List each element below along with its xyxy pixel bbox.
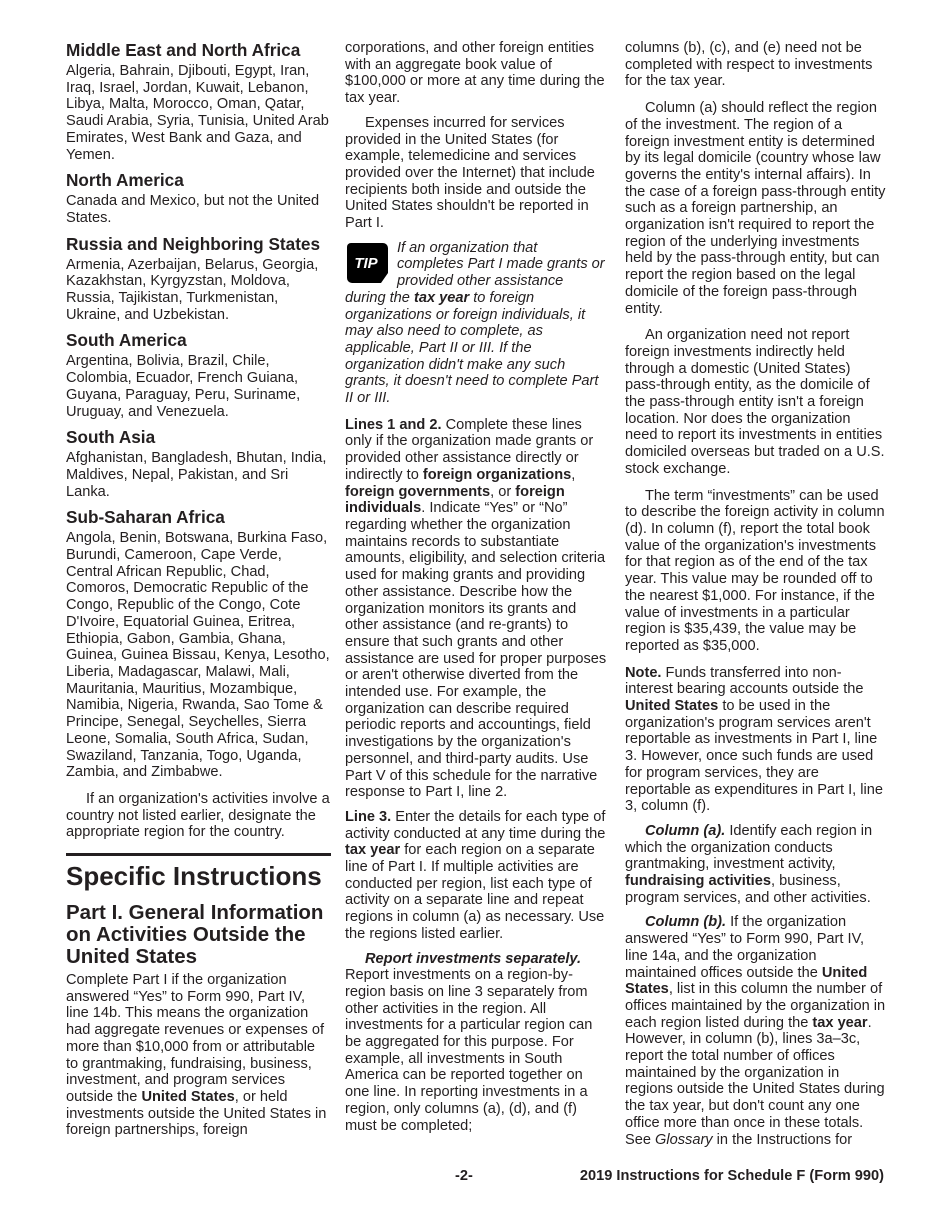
glossary-term: United States <box>141 1088 235 1105</box>
region-block <box>66 234 331 324</box>
glossary-term: United States <box>625 964 868 998</box>
column-a-region-paragraph: Column (a) should reflect the region of the investment. The region of a foreign investment entity is determined by its legal domicile (country whose law governs the entity's internal affairs). In the case of a foreign pass-through entity such as a foreign partnership, an organization isn't required to report the region of the underlying investments held by the pass-through entity, but can report the region based on the legal domicile of the foreign pass-through entity. <box>625 100 886 317</box>
column-middle <box>345 40 607 1142</box>
runin-heading: Line 3. <box>345 808 392 825</box>
glossary-reference: Glossary <box>655 1131 713 1148</box>
text-run: Funds transferred into non-interest bearing accounts outside the <box>625 664 864 698</box>
text-run: Identify each region in which the organization conducts grantmaking, investment activity, <box>625 822 873 873</box>
part1-paragraph <box>66 972 331 1139</box>
glossary-term: foreign individuals <box>345 483 565 517</box>
region-heading: Russia and Neighboring States <box>66 233 321 254</box>
runin-heading: Lines 1 and 2. <box>345 416 442 433</box>
lines-1-2-paragraph <box>345 417 607 801</box>
glossary-term: tax year <box>812 1014 868 1031</box>
runin-heading: Column (b). <box>645 914 727 931</box>
region-countries: Algeria, Bahrain, Djibouti, Egypt, Iran, Iraq, Israel, Jordan, Kuwait, Lebanon, Libya, Malta, Morocco, Oman, Qatar, Saudi Arabia, Syria, Tunisia, United Arab Emirates, West Bank and Gaza, and Yemen. <box>66 63 329 163</box>
expenses-paragraph: Expenses incurred for services provided in the United States (for example, telemedicine and services provided over the Internet) that include recipients both inside and outside the United States shouldn't be reported in Part I. <box>345 114 595 232</box>
text-run: , <box>571 466 576 483</box>
region-heading: North America <box>66 170 184 191</box>
report-investments-paragraph <box>345 951 607 1135</box>
column-a-paragraph <box>625 823 887 907</box>
not-listed-paragraph: If an organization's activities involve a country not listed earlier, designate the appropriate region for the country. <box>66 790 330 841</box>
region-countries: Argentina, Bolivia, Brazil, Chile, Colombia, Ecuador, French Guiana, Guyana, Paraguay, Peru, Suriname, Uruguay, and Venezuela. <box>66 353 301 420</box>
paragraph-continued: columns (b), (c), and (e) need not be completed with respect to investments for the tax year. <box>625 40 873 90</box>
region-countries: Angola, Benin, Botswana, Burkina Faso, Burundi, Cameroon, Cape Verde, Central African Republic, Chad, Comoros, Democratic Republic of the Congo, Republic of the Congo, Cote D'Ivoire, Equatorial Guinea, Eritrea, Ethiopia, Gabon, Gambia, Ghana, Guinea, Guinea Bissau, Kenya, Lesotho, Liberia, Madagascar, Malawi, Mali, Mauritania, Mauritius, Mozambique, Namibia, Nigeria, Rwanda, Sao Tome & Principe, Senegal, Seychelles, Sierra Leone, Somalia, South Africa, Sudan, Swaziland, Tanzania, Togo, Uganda, Zambia, and Zimbabwe. <box>66 530 330 781</box>
region-block <box>66 427 331 500</box>
part1-heading: Part I. General Information on Activities Outside the United States <box>66 901 324 969</box>
domestic-passthrough-paragraph: An organization need not report foreign investments indirectly held through a domestic (United States) pass-through entity, as the domicile of the pass-through entity isn't a foreign location. Nor does the organization need to report its investments in entities domiciled overseas but traded on a U.S. stock exchange. <box>625 327 885 477</box>
tip-icon <box>345 241 389 285</box>
glossary-term: fundraising activities <box>625 873 771 890</box>
text-run: Enter the details for each type of activity conducted at any time during the <box>345 808 606 842</box>
column-left <box>66 40 331 1147</box>
region-block <box>66 330 331 420</box>
text-run: , list in this column the number of offices maintained by the organization in each region listed during the <box>625 981 886 1031</box>
text-run: to be used in the organization's program services aren't reportable as investments in Part I, line 3. However, once such funds are used for program services, they are reportable as expenditures in Part I, line 3, column (f). <box>625 698 883 815</box>
region-heading: Middle East and North Africa <box>66 40 301 60</box>
region-countries: Canada and Mexico, but not the United States. <box>66 193 320 226</box>
text-run: , or held investments outside the United States in foreign partnerships, foreign <box>66 1088 327 1139</box>
text-run: to foreign organizations or foreign individuals, it may also need to complete, as applicable, Part II or III. If the organization didn't make any such grants, it doesn't need to complete Part II or III. <box>345 289 599 407</box>
region-heading: South America <box>66 330 187 351</box>
footer-title: 2019 Instructions for Schedule F (Form 990) <box>579 1168 884 1184</box>
svg-text:TIP: TIP <box>354 254 378 272</box>
text-run: . However, in column (b), lines 3a–3c, report the total number of offices maintained by the organization in regions outside the United States during the tax year, but don't count any one office more than once in these totals. See <box>625 1014 885 1148</box>
region-countries: Armenia, Azerbaijan, Belarus, Georgia, Kazakhstan, Kyrgyzstan, Moldova, Russia, Tajikistan, Turkmenistan, Ukraine, and Uzbekistan. <box>66 256 319 323</box>
text-run: for each region on a separate line of Part I. If multiple activities are conducted per region, list each type of activity on a separate line and repeat regions in column (a) as necessary. Use the regions listed earlier. <box>345 842 605 942</box>
region-block <box>66 170 331 226</box>
column-right <box>625 40 887 1156</box>
note-paragraph <box>625 665 887 815</box>
region-block <box>66 507 331 781</box>
region-countries: Afghanistan, Bangladesh, Bhutan, India, Maldives, Nepal, Pakistan, and Sri Lanka. <box>66 450 327 500</box>
text-run: . Indicate “Yes” or “No” regarding whether the organization maintains records to substantiate amounts, eligibility, and selection criteria used for making grants and providing other assistance. Describe how the organization monitors its grants and other assistance (and re-grants) to ensure that such grants and other assistance are used for proper purposes or aren't otherwise diverted from the intended use. For example, the organization can describe required periodic reports and accountings, field investigations by the organization's personnel, and third-party audits. Use Part V of this schedule for the narrative response to Part I, line 2. <box>345 500 607 801</box>
text-run: Complete Part I if the organization answered “Yes” to Form 990, Part IV, line 14b. This means the organization had aggregate revenues or expenses of more than $10,000 from or attributable to grantmaking, fundraising, business, investment, and program services outside the <box>66 972 325 1105</box>
runin-heading: Note. <box>625 664 662 681</box>
page-number: -2- <box>455 1168 473 1184</box>
specific-instructions-heading: Specific Instructions <box>66 861 322 892</box>
region-block <box>66 40 331 163</box>
glossary-term: tax year <box>413 289 470 306</box>
text-run: Complete these lines only if the organization made grants or provided other assistance directly or indirectly to <box>345 416 594 483</box>
text-run: in the Instructions for <box>712 1131 853 1148</box>
region-heading: Sub-Saharan Africa <box>66 507 225 528</box>
paragraph-continued: corporations, and other foreign entities with an aggregate book value of $100,000 or more at any time during the tax year. <box>345 40 605 107</box>
glossary-term: tax year <box>345 842 401 859</box>
column-b-paragraph <box>625 914 887 1148</box>
investments-term-paragraph: The term “investments” can be used to describe the foreign activity in column (d). In column (f), report the total book value of the organization's investments for that region as of the end of the tax year. This value may be rounded off to the nearest $1,000. For instance, if the value of investments in a particular region is $35,439, the value may be reported as $35,000. <box>625 487 885 654</box>
line-3-paragraph <box>345 809 607 943</box>
glossary-term: foreign organizations <box>422 466 572 483</box>
text-run: , business, program services, and other activities. <box>625 873 871 906</box>
text-run: Report investments on a region-by-region basis on line 3 separately from other activities in the region. All investments for a particular region can be aggregated for this purpose. For example, all investments in South America can be reported together on one line. In reporting investments in a region, only columns (a), (d), and (f) must be completed; <box>345 967 593 1134</box>
text-run: If an organization that completes Part I made grants or provided other assistance during the <box>345 239 605 306</box>
text-run: If the organization answered “Yes” to Form 990, Part IV, line 14a, and the organization maintained offices outside the <box>625 914 865 981</box>
glossary-term: United States <box>625 698 719 715</box>
glossary-term: foreign governments <box>345 483 491 500</box>
runin-heading: Report investments separately. <box>365 950 582 967</box>
section-rule <box>66 853 331 856</box>
text-run: , or <box>490 483 516 500</box>
tip-box <box>345 240 607 407</box>
region-heading: South Asia <box>66 427 156 448</box>
runin-heading: Column (a). <box>645 822 726 839</box>
